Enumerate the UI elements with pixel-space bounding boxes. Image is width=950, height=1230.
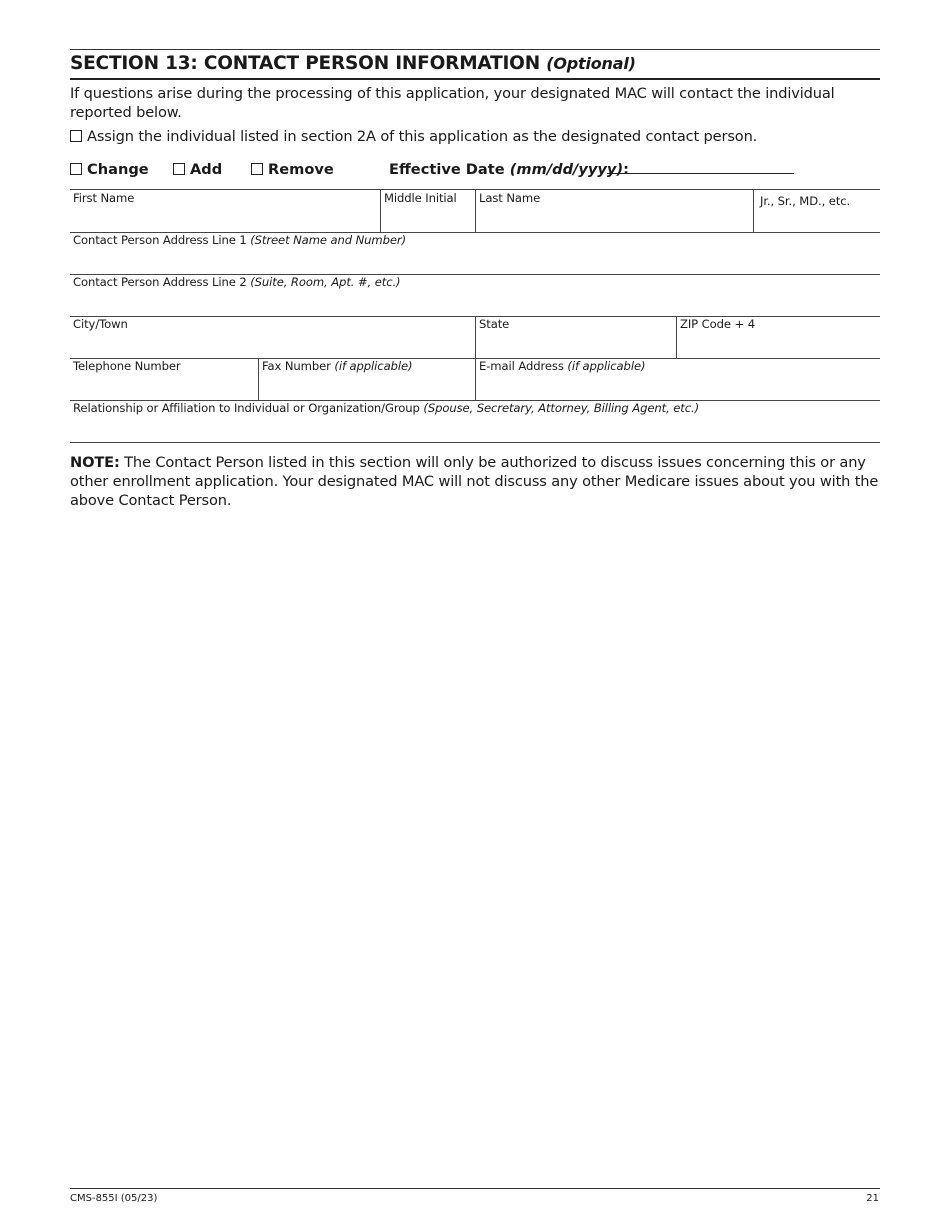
address-line1-text: Contact Person Address Line 1 [73,233,247,247]
effective-date-colon: : [623,161,629,178]
note-paragraph [70,453,880,510]
email-field[interactable] [475,358,881,400]
add-option[interactable] [173,161,222,178]
state-field[interactable] [475,316,677,358]
effective-date-text: Effective Date [389,161,505,178]
effective-date-format: (mm/dd/yyyy) [509,161,624,178]
top-divider [70,49,880,50]
form-id: CMS-855I (05/23) [70,1193,158,1204]
title-divider [70,78,880,80]
effective-date-label [389,161,629,178]
effective-date-field[interactable] [607,173,794,174]
fax-text: Fax Number [262,359,331,373]
change-checkbox[interactable] [70,163,82,175]
add-label: Add [190,161,223,178]
change-option[interactable] [70,161,149,178]
action-row [70,161,880,181]
last-name-field[interactable] [475,190,754,232]
page-number: 21 [866,1193,879,1204]
address-line2-field[interactable] [70,274,880,316]
relationship-hint: (Spouse, Secretary, Attorney, Billing Agent, etc.) [423,401,700,415]
suffix-label: Jr., Sr., MD., etc. [760,194,851,208]
fax-label [262,359,412,373]
middle-initial-label: Middle Initial [384,191,457,205]
city-field[interactable] [70,316,475,358]
footer-divider [70,1188,880,1189]
add-checkbox[interactable] [173,163,185,175]
fax-field[interactable] [258,358,476,400]
last-name-label: Last Name [479,191,541,205]
change-label: Change [87,161,149,178]
relationship-field[interactable] [70,400,880,442]
assign-option[interactable] [70,128,757,145]
email-label [479,359,645,373]
contact-form-grid [70,189,880,443]
address-line2-hint: (Suite, Room, Apt. #, etc.) [250,275,401,289]
relationship-label [73,401,699,415]
zip-label: ZIP Code + 4 [680,317,755,331]
email-hint: (if applicable) [567,359,646,373]
suffix-field[interactable] [753,190,881,232]
remove-checkbox[interactable] [251,163,263,175]
intro-text: If questions arise during the processing of this application, your designated MAC will contact the individual reported below. [70,85,835,121]
relationship-text: Relationship or Affiliation to Individual or Organization/Group [73,401,420,415]
middle-initial-field[interactable] [380,190,475,232]
optional-tag: (Optional) [546,54,636,73]
telephone-field[interactable] [70,358,258,400]
first-name-field[interactable] [70,190,380,232]
zip-field[interactable] [676,316,881,358]
assign-option-label: Assign the individual listed in section 2A of this application as the designated contact person. [87,128,758,145]
remove-option[interactable] [251,161,334,178]
section-title-text: SECTION 13: CONTACT PERSON INFORMATION [70,53,540,74]
remove-label: Remove [268,161,334,178]
fax-hint: (if applicable) [334,359,413,373]
city-label: City/Town [73,317,128,331]
address-line1-field[interactable] [70,232,880,274]
telephone-label: Telephone Number [73,359,181,373]
email-text: E-mail Address [479,359,564,373]
section-title [70,53,636,74]
note-text: The Contact Person listed in this section will only be authorized to discuss issues concerning this or any other enrollment application. Your designated MAC will not discuss any other Medicare issues about you with the above Contact Person. [70,454,879,509]
assign-checkbox[interactable] [70,130,82,142]
note-label: NOTE: [70,454,120,471]
address-line2-label [73,275,400,289]
address-line1-hint: (Street Name and Number) [250,233,406,247]
address-line2-text: Contact Person Address Line 2 [73,275,247,289]
address-line1-label [73,233,406,247]
state-label: State [479,317,510,331]
first-name-label: First Name [73,191,135,205]
